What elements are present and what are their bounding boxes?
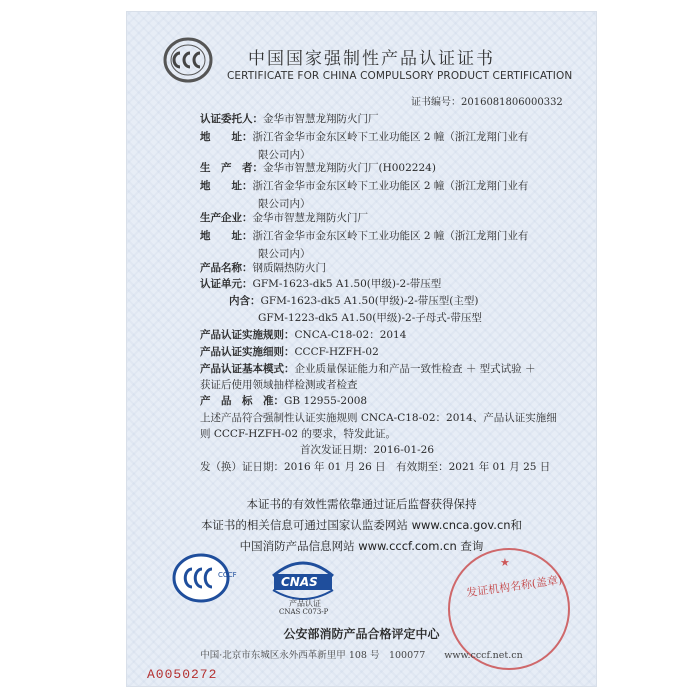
factory-label: 生产企业： — [200, 212, 253, 224]
rules-label: 产品认证实施规则： — [200, 329, 295, 341]
seal-star-icon: ★ — [500, 556, 510, 569]
standard-value: GB 12955-2008 — [284, 395, 368, 407]
mode-label: 产品认证基本模式： — [200, 363, 295, 375]
contains-row — [229, 292, 478, 310]
mode-value-1: 企业质量保证能力和产品一致性检查 ＋ 型式试验 ＋ — [294, 363, 536, 375]
rules-row — [200, 326, 406, 344]
manufacturer-label: 生 产 者： — [200, 162, 263, 174]
manufacturer-address-row — [200, 177, 528, 195]
statement-line-2: 则 CCCF-HZFH-02 的要求，特发此证。 — [200, 428, 396, 440]
address-label: 地 址： — [200, 230, 253, 242]
notice-line-2: 本证书的相关信息可通过国家认监委网站 www.cnca.gov.cn和 — [200, 518, 523, 532]
details-label: 产品认证实施细则： — [200, 346, 295, 358]
seal-text: 发证机构名称(盖章) — [465, 573, 564, 600]
applicant-address-1: 浙江省金华市金东区岭下工业功能区 2 幢（浙江龙翔门业有 — [252, 131, 529, 143]
cccf-logo-icon — [172, 553, 237, 603]
product-name-label: 产品名称： — [200, 262, 253, 274]
cccf-badge-text: CCCF — [218, 571, 237, 579]
address-label: 地 址： — [200, 131, 253, 143]
issuer-address: 中国·北京市东城区永外西革新里甲 108 号 100077 www.cccf.net.cn — [200, 650, 523, 661]
certificate-number: 证书编号：2016081806000332 — [411, 97, 563, 108]
contains-label: 内含： — [229, 295, 261, 307]
unit-label: 认证单元： — [200, 278, 253, 290]
contains-value-1: GFM-1623-dk5 A1.50(甲级)-2-带压型(主型) — [260, 295, 479, 307]
cnas-label: CNAS — [281, 575, 318, 589]
manufacturer-address-2: 限公司内） — [258, 198, 311, 210]
applicant-row — [200, 110, 379, 128]
factory-row — [200, 209, 368, 227]
factory-address-1: 浙江省金华市金东区岭下工业功能区 2 幢（浙江龙翔门业有 — [252, 230, 529, 242]
notice-line-1: 本证书的有效性需依靠通过证后监督获得保持 — [246, 497, 477, 511]
applicant-label: 认证委托人： — [200, 113, 263, 125]
rules-value: CNCA-C18-02：2014 — [294, 329, 407, 341]
manufacturer-value: 金华市智慧龙翔防火门厂(H002224) — [263, 162, 436, 174]
address-label: 地 址： — [200, 180, 253, 192]
applicant-value: 金华市智慧龙翔防火门厂 — [263, 113, 379, 125]
details-row — [200, 343, 379, 361]
standard-row — [200, 392, 367, 410]
first-issue-date: 首次发证日期：2016-01-26 — [300, 444, 435, 456]
cnas-sub-2: CNAS C073-P — [279, 608, 329, 616]
contains-value-2: GFM-1223-dk5 A1.50(甲级)-2-子母式-带压型 — [258, 312, 482, 324]
notice-line-3: 中国消防产品信息网站 www.cccf.com.cn 查询 — [239, 539, 484, 553]
certificate-title-cn: 中国国家强制性产品认证证书 — [248, 49, 495, 69]
factory-address-row — [200, 227, 528, 245]
unit-value: GFM-1623-dk5 A1.50(甲级)-2-带压型 — [252, 278, 442, 290]
serial-number: A0050272 — [147, 667, 218, 682]
factory-address-2: 限公司内） — [258, 248, 311, 260]
manufacturer-address-1: 浙江省金华市金东区岭下工业功能区 2 幢（浙江龙翔门业有 — [252, 180, 529, 192]
unit-row — [200, 275, 441, 293]
standard-label: 产 品 标 准： — [200, 395, 284, 407]
ccc-logo-icon — [163, 37, 213, 83]
factory-value: 金华市智慧龙翔防火门厂 — [252, 212, 368, 224]
issuer-name: 公安部消防产品合格评定中心 — [283, 627, 440, 641]
product-name-value: 钢质隔热防火门 — [252, 262, 326, 274]
cnas-sub-1: 产品认证 — [289, 599, 321, 608]
issue-validity-line: 发（换）证日期：2016 年 01 月 26 日 有效期至：2021 年 01 月 25 日 — [200, 461, 551, 473]
manufacturer-row — [200, 159, 436, 177]
mode-value-2: 获证后使用领域抽样检测或者检查 — [200, 379, 358, 391]
statement-line-1: 上述产品符合强制性认证实施规则 CNCA-C18-02：2014、产品认证实施细 — [200, 412, 557, 424]
certificate-title-en: CERTIFICATE FOR CHINA COMPULSORY PRODUCT CERTIFICATION — [227, 70, 573, 82]
applicant-address-row — [200, 128, 528, 146]
details-value: CCCF-HZFH-02 — [294, 346, 379, 358]
applicant-address-2: 限公司内） — [258, 149, 311, 161]
